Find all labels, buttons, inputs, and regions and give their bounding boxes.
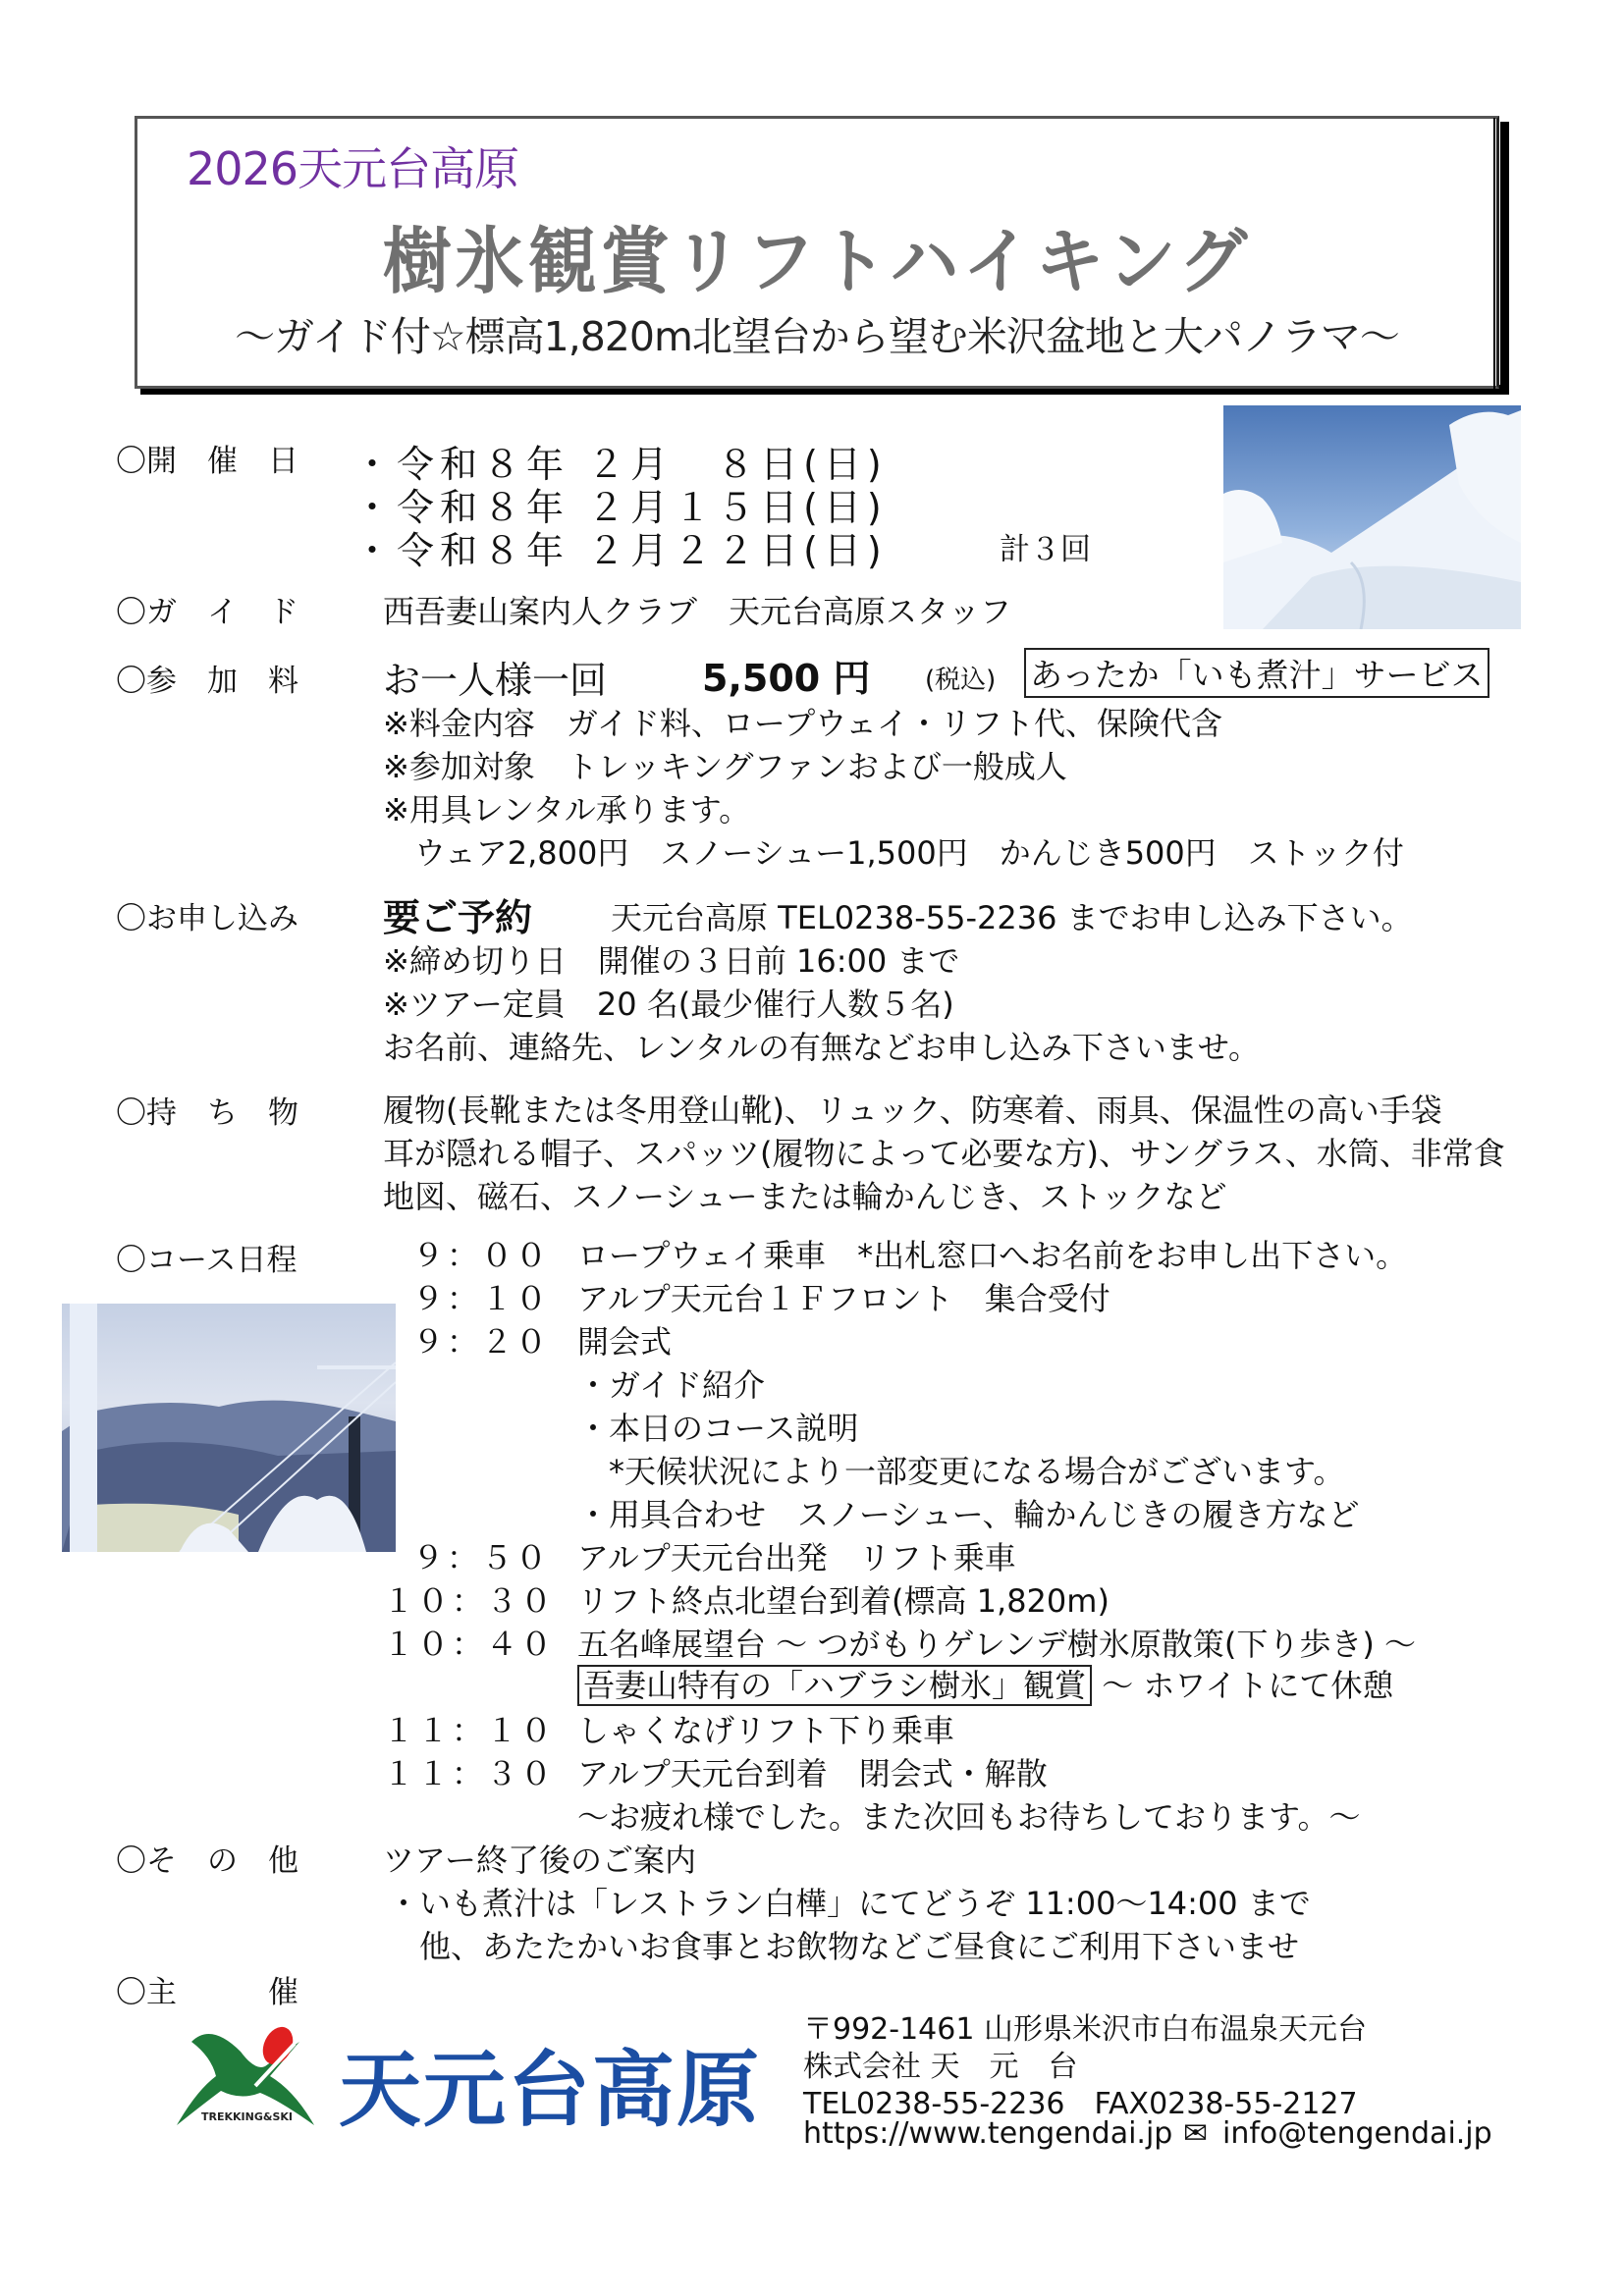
schedule-time: １０：３０ <box>383 1582 556 1620</box>
title-box-shadow <box>1500 122 1509 395</box>
dates-label: 〇開 催 日 <box>116 444 298 479</box>
habrashi-juhyo-highlight: 吾妻山特有の「ハブラシ樹氷」観賞 <box>577 1665 1092 1706</box>
schedule-subitem: *天候状況により一部変更になる場合がございます。 <box>577 1453 1345 1490</box>
belongings-line: 地図、磁石、スノーシューまたは輪かんじき、ストックなど <box>383 1178 1227 1215</box>
application-note: お名前、連絡先、レンタルの有無などお申し込み下さいませ。 <box>383 1029 1260 1066</box>
year-title: 2026天元台高原 <box>187 142 519 195</box>
schedule-subitem: ・ガイド紹介 <box>577 1366 766 1404</box>
schedule-text: リフト終点北望台到着(標高 1,820m) <box>577 1582 1110 1620</box>
fee-note: ※参加対象 トレッキングファンおよび一般成人 <box>383 748 1067 785</box>
guide-value: 西吾妻山案内人クラブ 天元台高原スタッフ <box>383 593 1012 630</box>
schedule-text: しゃくなげリフト下り乗車 <box>577 1712 955 1749</box>
belongings-line: 耳が隠れる帽子、スパッツ(履物によって必要な方)、サングラス、水筒、非常食 <box>383 1135 1505 1172</box>
schedule-text: アルプ天元台出発 リフト乗車 <box>577 1539 1016 1576</box>
page-subtitle: ～ガイド付☆標高1,820m北望台から望む米沢盆地と大パノラマ～ <box>235 313 1399 360</box>
fee-price: 5,500 円 <box>702 657 871 700</box>
email-link[interactable]: info@tengendai.jp <box>1222 2116 1492 2151</box>
application-note: ※ツアー定員 20 名(最少催行人数５名) <box>383 986 954 1023</box>
photo-snow-trees <box>1223 405 1521 629</box>
imoni-service-badge: あったか「いも煮汁」サービス <box>1024 648 1489 698</box>
total-count: 計３回 <box>1000 532 1091 567</box>
other-label: 〇そ の 他 <box>116 1843 298 1879</box>
schedule-label: 〇コース日程 <box>116 1243 298 1278</box>
reservation-required: 要ご予約 <box>383 896 533 939</box>
rental-prices: ウェア2,800円 スノーシュー1,500円 かんじき500円 ストック付 <box>414 834 1404 872</box>
schedule-time: ９：２０ <box>412 1323 551 1361</box>
application-note: ※締め切り日 開催の３日前 16:00 まで <box>383 942 960 980</box>
tel-fax: TEL0238-55-2236 FAX0238-55-2127 <box>803 2087 1358 2121</box>
guide-label: 〇ガ イ ド <box>116 595 298 630</box>
belongings-label: 〇持 ち 物 <box>116 1095 298 1131</box>
mail-icon: ✉ <box>1183 2116 1209 2151</box>
schedule-text: 五名峰展望台 ～ つがもりゲレンデ樹氷原散策(下り歩き) ～ <box>577 1626 1417 1663</box>
application-label: 〇お申し込み <box>116 901 298 936</box>
schedule-text: アルプ天元台１Ｆフロント 集合受付 <box>577 1280 1110 1317</box>
application-contact: 天元台高原 TEL0238-55-2236 までお申し込み下さい。 <box>611 899 1413 936</box>
address: 〒992-1461 山形県米沢市白布温泉天元台 <box>803 2012 1367 2047</box>
schedule-subitem: ・本日のコース説明 <box>577 1410 859 1447</box>
organizer-label: 〇主 催 <box>116 1975 298 2010</box>
schedule-time: １０：４０ <box>383 1626 556 1663</box>
schedule-time: ９：１０ <box>412 1280 551 1317</box>
schedule-time: １１：３０ <box>383 1755 556 1792</box>
fee-note: ※用具レンタル承ります。 <box>383 791 751 828</box>
other-line: ツアー終了後のご案内 <box>383 1842 697 1879</box>
fee-tax: (税込) <box>925 666 997 695</box>
event-date: ・令和８年 ２月１５日(日) <box>353 486 888 529</box>
schedule-text: ～ ホワイトにて休憩 <box>1092 1667 1394 1704</box>
schedule-text: 開会式 <box>577 1323 673 1361</box>
schedule-text: アルプ天元台到着 閉会式・解散 <box>577 1755 1048 1792</box>
other-line: ・いも煮汁は「レストラン白樺」にてどうぞ 11:00～14:00 まで <box>388 1885 1311 1922</box>
fee-label: 〇参 加 料 <box>116 664 298 699</box>
tengendai-logo-text: 天元台高原 <box>339 2042 762 2138</box>
schedule-time: ９：００ <box>412 1237 551 1274</box>
schedule-text: ロープウェイ乗車 *出札窓口へお名前をお申し出下さい。 <box>577 1237 1408 1274</box>
event-date: ・令和８年 ２月２２日(日) <box>353 529 888 572</box>
schedule-time: １１：１０ <box>383 1712 556 1749</box>
schedule-text-line <box>577 1661 1393 1706</box>
website-link[interactable]: https://www.tengendai.jp <box>803 2116 1173 2151</box>
tengendai-logo-mark <box>172 2022 319 2130</box>
schedule-subitem: ・用具合わせ スノーシュー、輪かんじきの履き方など <box>577 1496 1360 1533</box>
closing-message: ～お疲れ様でした。また次回もお待ちしております。～ <box>577 1798 1361 1836</box>
schedule-time: ９：５０ <box>412 1539 551 1576</box>
company-name: 株式会社 天 元 台 <box>803 2050 1078 2084</box>
fee-note: ※料金内容 ガイド料、ロープウェイ・リフト代、保険代含 <box>383 705 1222 742</box>
fee-prefix: お一人様一回 <box>383 659 608 702</box>
belongings-line: 履物(長靴または冬用登山靴)、リュック、防寒着、雨具、保温性の高い手袋 <box>383 1092 1442 1129</box>
svg-text:TREKKING&SKI: TREKKING&SKI <box>201 2110 293 2123</box>
event-date: ・令和８年 ２月 ８日(日) <box>353 443 888 486</box>
photo-chairlift <box>62 1304 396 1552</box>
page-title: 樹氷観賞リフトハイキング <box>382 219 1252 304</box>
other-line: 他、あたたかいお食事とお飲物などご昼食にご利用下さいませ <box>388 1928 1300 1965</box>
